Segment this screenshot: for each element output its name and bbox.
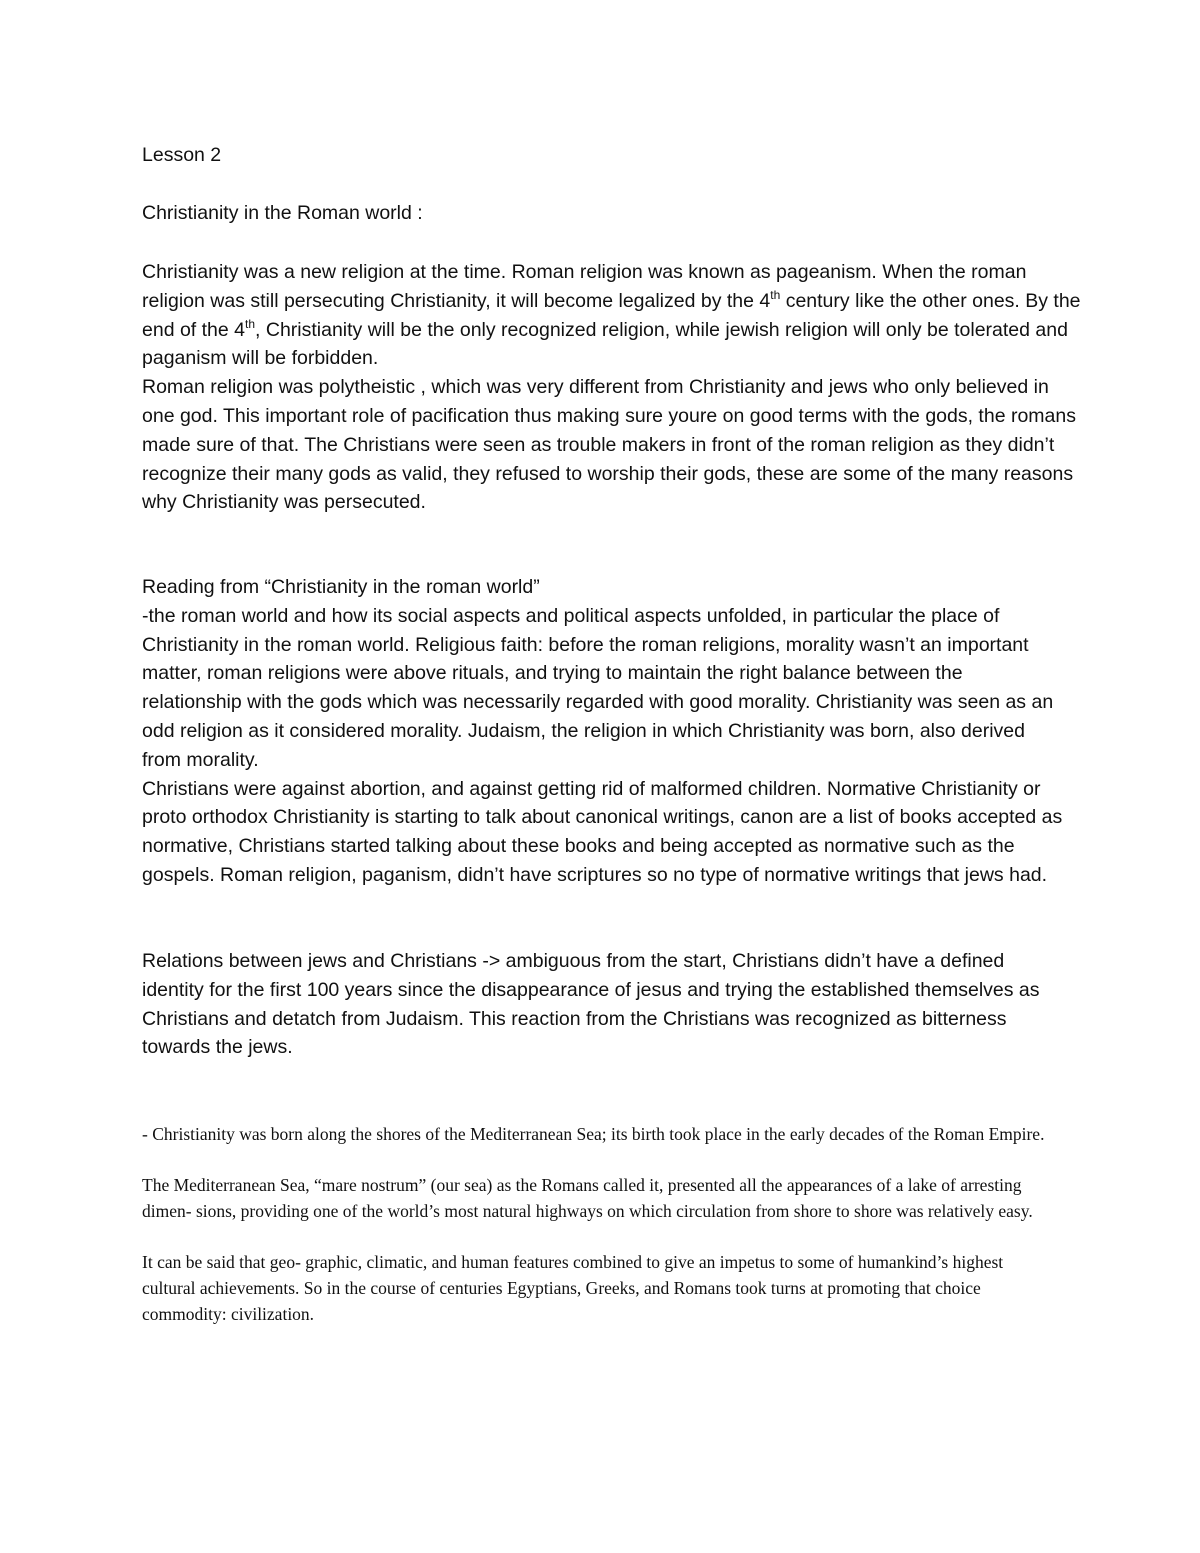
excerpt-section	[142, 1121, 1057, 1327]
intro-p1-sup1: th	[770, 287, 781, 302]
intro-p1-part2: century like the other ones. By the end of the 4	[142, 289, 1081, 341]
reading-paragraph-1: -the roman world and how its social aspects and political aspects unfolded, in particular the place of Christianity in the roman world. Religious faith: before the roman religions, morality wasn’t an important matter, roman religions were above rituals, and trying to maintain the right balance between the relationship with the gods which was necessarily regarded with good morality. Christianity was seen as an odd religion as it considered morality. Judaism, the religion in which Christianity was born, also derived from morality.	[142, 604, 1054, 771]
section-heading	[142, 199, 1062, 228]
intro-paragraph-2: Roman religion was polytheistic , which was very different from Christianity and jews who only believed in one god. This important role of pacification thus making sure youre on good terms with the gods, the romans made sure of that. The Christians were seen as trouble makers in front of the roman religion as they didn’t recognize their many gods as valid, they refused to worship their gods, these are some of the many reasons why Christianity was persecuted.	[142, 376, 1076, 514]
relations-section	[142, 947, 1062, 1062]
excerpt-paragraph-2: The Mediterranean Sea, “mare nostrum” (our sea) as the Romans called it, presented all the appearances of a lake of arresting dimen- sions, providing one of the world’s most natural highways on which circulation from shore to shore was relatively easy.	[142, 1175, 1033, 1221]
intro-p1-part3: , Christianity will be the only recognized religion, while jewish religion will only be tolerated and paganism will be forbidden.	[142, 318, 1068, 370]
relations-paragraph: Relations between jews and Christians -> ambiguous from the start, Christians didn’t have a defined identity for the first 100 years since the disappearance of jesus and trying the established themselves as Christians and detatch from Judaism. This reaction from the Christians was recognized as bitterness towards the jews.	[142, 950, 1040, 1059]
intro-section	[142, 258, 1082, 517]
excerpt-paragraph-3: It can be said that geo- graphic, climatic, and human features combined to give an impetus to some of humankind’s highest cultural achievements. So in the course of centuries Egyptians, Greeks, and Romans took turns at promoting that choice commodity: civilization.	[142, 1252, 1004, 1324]
lesson-title-text: Lesson 2	[142, 144, 222, 166]
reading-section	[142, 573, 1067, 890]
section-heading-text: Christianity in the Roman world :	[142, 202, 423, 224]
reading-paragraph-2: Christians were against abortion, and against getting rid of malformed children. Normative Christianity or proto orthodox Christianity is starting to talk about canonical writings, canon are a list of books accepted as normative, Christians started talking about these books and being accepted as normative such as the gospels. Roman religion, paganism, didn’t have scriptures so no type of normative writings that jews had.	[142, 777, 1063, 886]
reading-heading: Reading from “Christianity in the roman world”	[142, 576, 540, 598]
intro-p1-part1: Christianity was a new religion at the time. Roman religion was known as pageanism. When the roman religion was still persecuting Christianity, it will become legalized by the 4	[142, 261, 1027, 312]
intro-p1-sup2: th	[245, 316, 256, 331]
excerpt-paragraph-1: - Christianity was born along the shores of the Mediterranean Sea; its birth took place in the early decades of the Roman Empire.	[142, 1124, 1045, 1144]
lesson-title	[142, 141, 1062, 170]
intro-paragraph-1	[142, 258, 1082, 373]
